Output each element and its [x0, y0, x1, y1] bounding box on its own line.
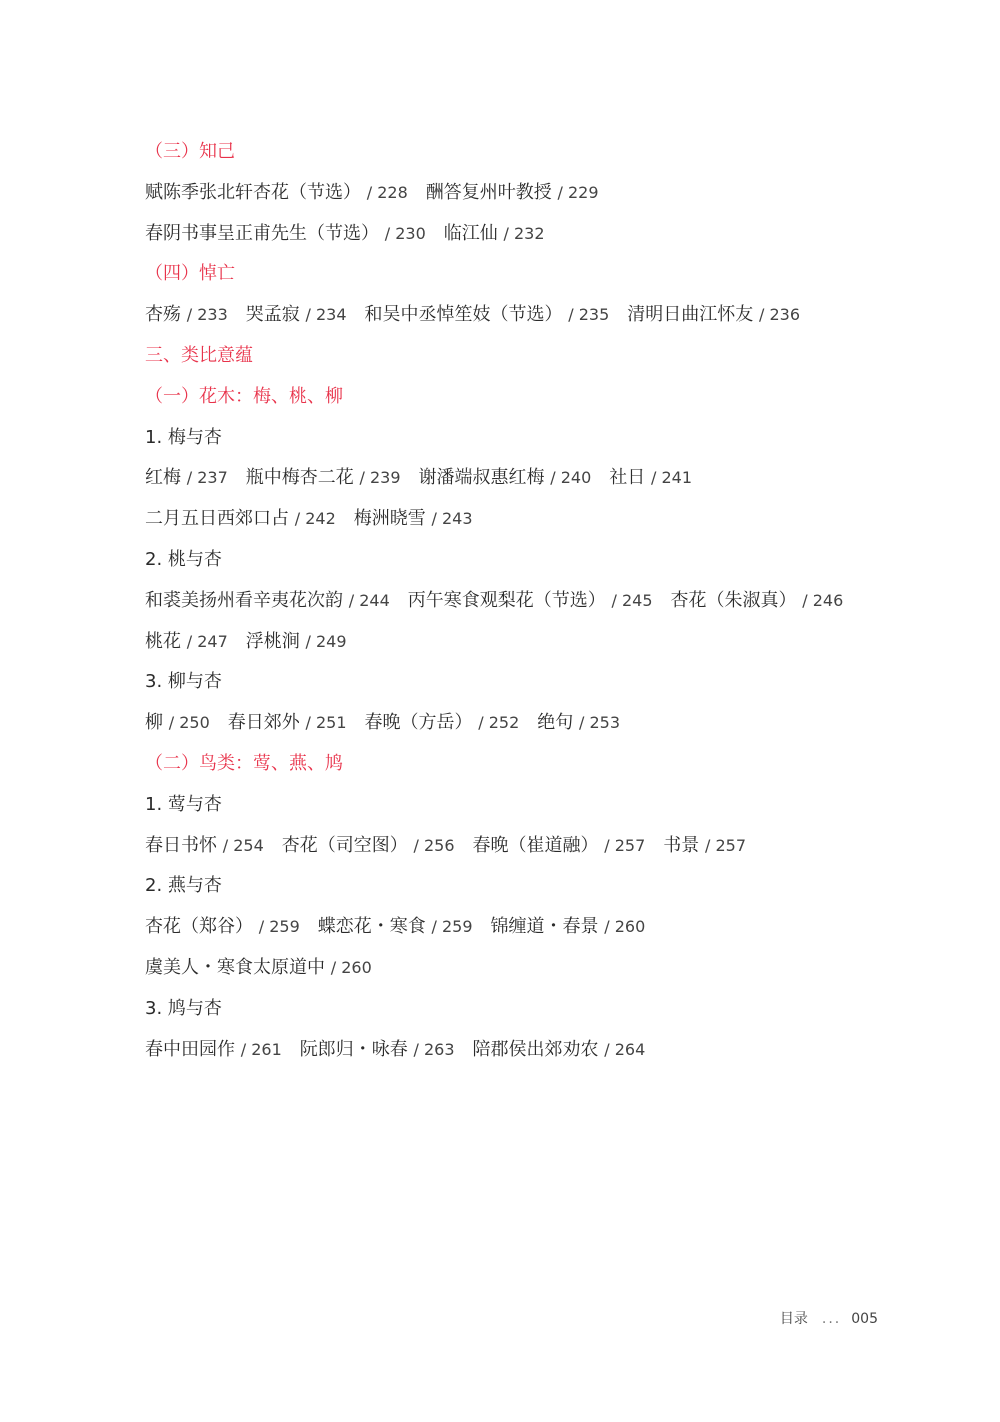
entry-page: / 244	[348, 590, 390, 610]
toc-entry[interactable]	[426, 173, 599, 214]
toc-entry[interactable]	[318, 907, 473, 948]
entry-page: / 240	[550, 468, 592, 488]
entry-row	[145, 295, 925, 336]
entry-page: / 243	[431, 509, 473, 529]
entry-page: / 247	[186, 631, 228, 651]
entry-title: 丙午寒食观梨花（节选）	[407, 589, 606, 611]
subsection-heading: 1. 梅与杏	[145, 426, 222, 448]
entry-page: / 229	[557, 182, 599, 202]
entry-title: 陪郡侯出郊劝农	[472, 1038, 599, 1060]
entry-row	[145, 948, 925, 989]
entry-title: 绝句	[537, 712, 574, 734]
toc-entry[interactable]	[537, 703, 620, 744]
entry-row	[145, 581, 925, 622]
entry-page: / 232	[503, 223, 545, 243]
entry-title: 春阴书事呈正甫先生（节选）	[145, 222, 379, 244]
entry-title: 红梅	[145, 467, 181, 489]
toc-entry[interactable]	[444, 214, 545, 255]
page-number: 005	[851, 1311, 878, 1327]
entry-row	[145, 499, 925, 540]
toc-entry[interactable]	[419, 458, 592, 499]
entry-page: / 261	[240, 1039, 282, 1059]
entry-title: 杏花（郑谷）	[145, 916, 253, 938]
toc-entry[interactable]	[609, 458, 692, 499]
entry-title: 杏花（朱淑真）	[670, 589, 797, 611]
section-heading: （四）悼亡	[145, 263, 235, 285]
entry-title: 阮郎归・咏春	[299, 1038, 408, 1060]
entry-title: 柳	[145, 712, 163, 734]
entry-title: 浮桃涧	[245, 630, 300, 652]
toc-entry[interactable]	[145, 214, 426, 255]
toc-entry[interactable]	[246, 458, 401, 499]
entry-page: / 249	[305, 631, 347, 651]
entry-row	[145, 622, 925, 663]
toc-entry[interactable]	[473, 1030, 646, 1071]
toc-entry[interactable]	[627, 295, 800, 336]
entry-page: / 257	[604, 835, 646, 855]
toc-entry[interactable]	[671, 581, 844, 622]
entry-page: / 257	[704, 835, 746, 855]
toc-entry[interactable]	[365, 703, 520, 744]
entry-page: / 253	[578, 713, 620, 733]
toc-entry[interactable]	[354, 499, 473, 540]
entry-page: / 254	[222, 835, 264, 855]
toc-entry[interactable]	[145, 622, 228, 663]
toc-entry[interactable]	[145, 581, 390, 622]
entry-page: / 259	[258, 917, 300, 937]
entry-title: 春晚（崔道融）	[472, 834, 599, 856]
entry-title: 春晚（方岳）	[364, 712, 473, 734]
entry-title: 瓶中梅杏二花	[245, 467, 354, 489]
toc-entry[interactable]	[491, 907, 646, 948]
toc-entry[interactable]	[145, 1030, 282, 1071]
entry-page: / 250	[168, 713, 210, 733]
entry-title: 锦缠道・春景	[490, 916, 599, 938]
toc-entry[interactable]	[365, 295, 610, 336]
section-heading: （二）鸟类：莺、燕、鸠	[145, 752, 343, 774]
entry-page: / 251	[305, 713, 347, 733]
subsection-heading: 1. 莺与杏	[145, 793, 222, 815]
subsection-heading: 2. 桃与杏	[145, 548, 222, 570]
entry-page: / 237	[186, 468, 228, 488]
entry-row	[145, 173, 925, 214]
entry-title: 社日	[609, 467, 646, 489]
entry-page: / 236	[758, 305, 800, 325]
section-heading: （一）花木：梅、桃、柳	[145, 385, 343, 407]
toc-entry[interactable]	[145, 458, 228, 499]
entry-page: / 228	[366, 182, 408, 202]
section-heading: 三、类比意蕴	[145, 344, 253, 366]
toc-entry[interactable]	[145, 703, 210, 744]
entry-title: 书景	[663, 834, 700, 856]
entry-page: / 233	[186, 305, 228, 325]
entry-page: / 234	[305, 305, 347, 325]
entry-title: 临江仙	[443, 222, 498, 244]
footer-dots: ...	[821, 1311, 842, 1327]
entry-title: 杏花（司空图）	[281, 834, 408, 856]
toc-entry[interactable]	[300, 1030, 455, 1071]
entry-title: 虞美人・寒食太原道中	[145, 956, 325, 978]
entry-title: 春日书怀	[145, 834, 217, 856]
entry-title: 谢潘端叔惠红梅	[418, 467, 545, 489]
entry-page: / 260	[330, 957, 372, 977]
entry-page: / 252	[478, 713, 520, 733]
entry-page: / 246	[802, 590, 844, 610]
entry-title: 春中田园作	[145, 1038, 235, 1060]
entry-title: 和裘美扬州看辛夷花次韵	[145, 589, 343, 611]
toc-entry[interactable]	[246, 622, 347, 663]
toc-entry[interactable]	[145, 907, 300, 948]
entry-page: / 239	[359, 468, 401, 488]
toc-content	[145, 132, 925, 1070]
page-footer	[780, 1308, 878, 1328]
entry-row	[145, 826, 925, 867]
entry-title: 蝶恋花・寒食	[317, 916, 426, 938]
toc-entry[interactable]	[145, 948, 372, 989]
toc-entry[interactable]	[145, 499, 336, 540]
entry-row	[145, 458, 925, 499]
toc-entry[interactable]	[408, 581, 653, 622]
entry-title: 和吴中丞悼笙妓（节选）	[364, 304, 563, 326]
entry-page: / 256	[413, 835, 455, 855]
entry-page: / 245	[611, 590, 653, 610]
entry-title: 杏殇	[145, 304, 181, 326]
entry-title: 桃花	[145, 630, 181, 652]
toc-entry[interactable]	[473, 826, 646, 867]
entry-row	[145, 907, 925, 948]
entry-page: / 263	[413, 1039, 455, 1059]
entry-title: 哭孟寂	[245, 304, 300, 326]
toc-entry[interactable]	[246, 295, 347, 336]
entry-page: / 259	[431, 917, 473, 937]
entry-title: 清明日曲江怀友	[627, 304, 754, 326]
entry-title: 二月五日西郊口占	[145, 508, 289, 530]
toc-entry[interactable]	[663, 826, 746, 867]
section-heading: （三）知己	[145, 141, 235, 162]
toc-entry[interactable]	[228, 703, 347, 744]
entry-page: / 260	[604, 917, 646, 937]
entry-page: / 241	[650, 468, 692, 488]
toc-entry[interactable]	[145, 826, 264, 867]
entry-row	[145, 1030, 925, 1071]
toc-entry[interactable]	[145, 295, 228, 336]
toc-entry[interactable]	[282, 826, 455, 867]
subsection-heading: 3. 鸠与杏	[145, 997, 222, 1019]
footer-label: 目录	[779, 1311, 808, 1327]
entry-row	[145, 703, 925, 744]
entry-title: 梅洲晓雪	[353, 508, 426, 530]
entry-title: 春日郊外	[227, 712, 300, 734]
subsection-heading: 3. 柳与杏	[145, 671, 222, 693]
toc-entry[interactable]	[145, 173, 408, 214]
entry-row	[145, 214, 925, 255]
subsection-heading: 2. 燕与杏	[145, 875, 222, 897]
entry-page: / 235	[568, 305, 610, 325]
entry-page: / 230	[384, 223, 426, 243]
entry-page: / 242	[294, 509, 336, 529]
entry-page: / 264	[604, 1039, 646, 1059]
entry-title: 酬答复州叶教授	[425, 181, 552, 203]
entry-title: 赋陈季张北轩杏花（节选）	[145, 181, 361, 203]
